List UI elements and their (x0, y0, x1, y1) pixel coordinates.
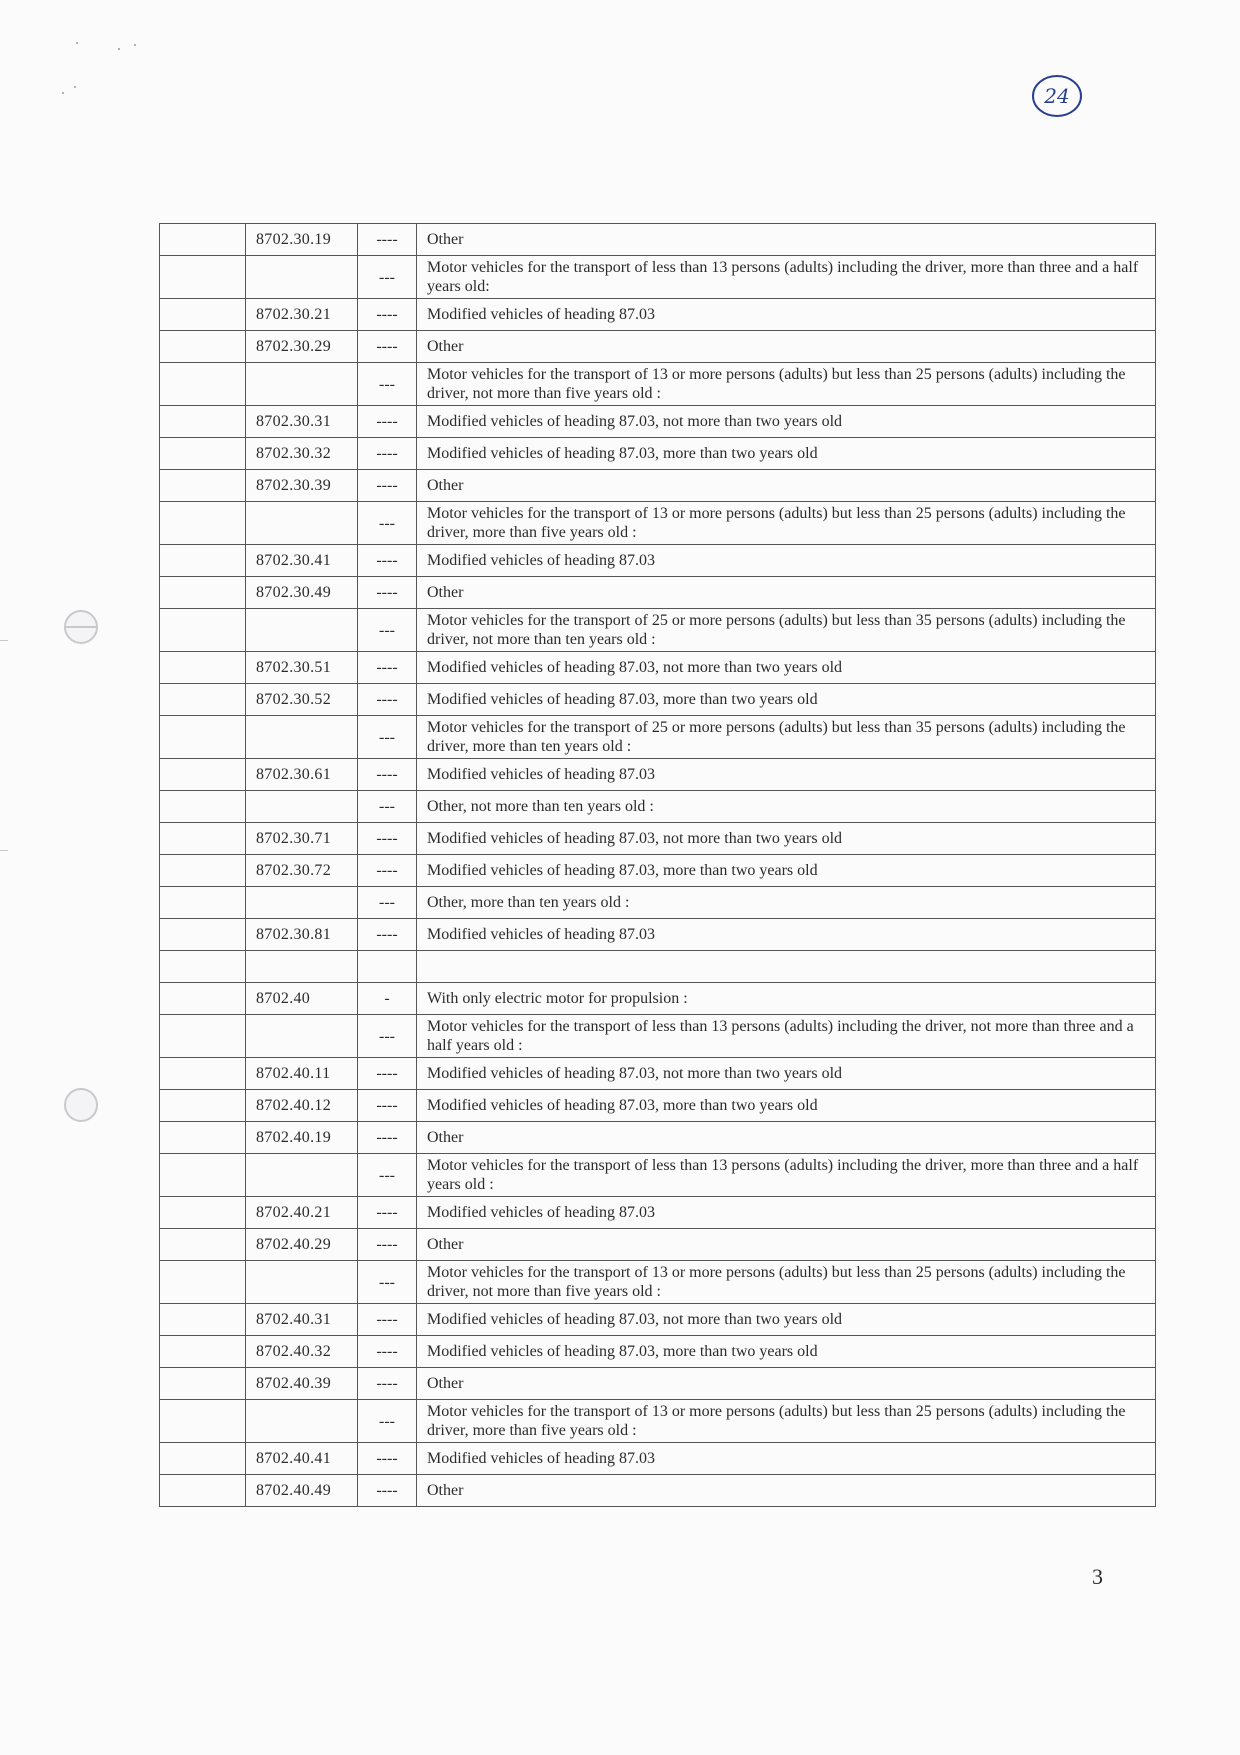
blank-cell (160, 1336, 246, 1368)
tariff-code-cell: 8702.40.31 (246, 1304, 358, 1336)
blank-cell (160, 1443, 246, 1475)
level-dash-cell: ---- (358, 684, 417, 716)
table-row (160, 1400, 1156, 1443)
tariff-code-cell: 8702.30.19 (246, 224, 358, 256)
table-row (160, 919, 1156, 951)
description-cell: Motor vehicles for the transport of 25 or more persons (adults) but less than 35 persons (adults) including the driver, more than ten years old : (417, 716, 1156, 759)
blank-cell (160, 577, 246, 609)
level-dash-cell: --- (358, 791, 417, 823)
level-dash-cell: ---- (358, 823, 417, 855)
table-row (160, 1090, 1156, 1122)
description-cell: Modified vehicles of heading 87.03, more than two years old (417, 855, 1156, 887)
blank-cell (160, 791, 246, 823)
table-row (160, 823, 1156, 855)
tariff-code-cell (246, 1015, 358, 1058)
description-cell: Motor vehicles for the transport of 13 or more persons (adults) but less than 25 persons (adults) including the driver, more than five years old : (417, 1400, 1156, 1443)
description-cell: Motor vehicles for the transport of 13 or more persons (adults) but less than 25 persons (adults) including the driver, not more than five years old : (417, 363, 1156, 406)
tariff-code-cell: 8702.30.41 (246, 545, 358, 577)
blank-cell (160, 1368, 246, 1400)
level-dash-cell: ---- (358, 1475, 417, 1507)
description-cell: Modified vehicles of heading 87.03, not more than two years old (417, 406, 1156, 438)
blank-cell (160, 1261, 246, 1304)
table-row (160, 1261, 1156, 1304)
description-cell: Other (417, 577, 1156, 609)
table-row (160, 406, 1156, 438)
tariff-code-cell: 8702.30.32 (246, 438, 358, 470)
level-dash-cell: --- (358, 716, 417, 759)
scan-speck (62, 92, 64, 94)
blank-cell (160, 1400, 246, 1443)
tariff-code-cell: 8702.30.31 (246, 406, 358, 438)
blank-cell (160, 919, 246, 951)
tariff-code-cell: 8702.30.52 (246, 684, 358, 716)
description-cell: Motor vehicles for the transport of less than 13 persons (adults) including the driver, more than three and a half years old : (417, 1154, 1156, 1197)
description-cell: Motor vehicles for the transport of 13 or more persons (adults) but less than 25 persons (adults) including the driver, more than five years old : (417, 502, 1156, 545)
description-cell: Modified vehicles of heading 87.03, more than two years old (417, 1336, 1156, 1368)
blank-cell (160, 545, 246, 577)
description-cell: Modified vehicles of heading 87.03 (417, 919, 1156, 951)
blank-cell (160, 716, 246, 759)
level-dash-cell: --- (358, 1400, 417, 1443)
table-row (160, 716, 1156, 759)
tariff-code-cell (246, 1400, 358, 1443)
table-row (160, 1154, 1156, 1197)
table-row (160, 1058, 1156, 1090)
description-cell: Other (417, 224, 1156, 256)
level-dash-cell: ---- (358, 919, 417, 951)
tariff-code-cell (246, 1154, 358, 1197)
blank-cell (160, 331, 246, 363)
level-dash-cell: ---- (358, 577, 417, 609)
blank-cell (160, 652, 246, 684)
blank-cell (160, 1304, 246, 1336)
tariff-code-cell: 8702.40.32 (246, 1336, 358, 1368)
description-cell: Motor vehicles for the transport of 25 or more persons (adults) but less than 35 persons (adults) including the driver, not more than ten years old : (417, 609, 1156, 652)
level-dash-cell: ---- (358, 224, 417, 256)
edge-mark (0, 850, 8, 851)
level-dash-cell: --- (358, 1261, 417, 1304)
blank-cell (160, 1197, 246, 1229)
tariff-code-cell: 8702.30.39 (246, 470, 358, 502)
blank-cell (160, 887, 246, 919)
tariff-code-cell (246, 256, 358, 299)
table-row (160, 951, 1156, 983)
tariff-code-cell: 8702.30.29 (246, 331, 358, 363)
blank-cell (160, 1122, 246, 1154)
description-cell: Motor vehicles for the transport of 13 or more persons (adults) but less than 25 persons (adults) including the driver, not more than five years old : (417, 1261, 1156, 1304)
description-cell (417, 951, 1156, 983)
tariff-code-cell: 8702.40.21 (246, 1197, 358, 1229)
tariff-code-cell: 8702.30.49 (246, 577, 358, 609)
table-row (160, 855, 1156, 887)
table-row (160, 759, 1156, 791)
handwritten-page-stamp (1030, 72, 1084, 120)
tariff-code-cell: 8702.40.41 (246, 1443, 358, 1475)
description-cell: With only electric motor for propulsion : (417, 983, 1156, 1015)
tariff-code-cell (246, 791, 358, 823)
description-cell: Other (417, 331, 1156, 363)
table-row (160, 983, 1156, 1015)
level-dash-cell: --- (358, 887, 417, 919)
blank-cell (160, 1154, 246, 1197)
tariff-code-cell: 8702.40.11 (246, 1058, 358, 1090)
tariff-code-cell: 8702.40.29 (246, 1229, 358, 1261)
blank-cell (160, 224, 246, 256)
table-row (160, 1368, 1156, 1400)
description-cell: Other (417, 470, 1156, 502)
level-dash-cell: ---- (358, 438, 417, 470)
scan-speck (74, 86, 76, 88)
level-dash-cell: ---- (358, 545, 417, 577)
blank-cell (160, 855, 246, 887)
table-row (160, 470, 1156, 502)
description-cell: Modified vehicles of heading 87.03, not more than two years old (417, 652, 1156, 684)
description-cell: Motor vehicles for the transport of less than 13 persons (adults) including the driver, not more than three and a half years old : (417, 1015, 1156, 1058)
description-cell: Modified vehicles of heading 87.03, more than two years old (417, 438, 1156, 470)
page-number: 3 (1092, 1564, 1103, 1589)
punch-hole-line (64, 626, 98, 628)
blank-cell (160, 299, 246, 331)
blank-cell (160, 951, 246, 983)
table-row (160, 1229, 1156, 1261)
tariff-code-cell: 8702.40.49 (246, 1475, 358, 1507)
tariff-code-cell: 8702.30.71 (246, 823, 358, 855)
blank-cell (160, 1475, 246, 1507)
level-dash-cell: ---- (358, 759, 417, 791)
tariff-table (159, 223, 1156, 1507)
blank-cell (160, 256, 246, 299)
description-cell: Modified vehicles of heading 87.03, not more than two years old (417, 1058, 1156, 1090)
tariff-code-cell: 8702.30.81 (246, 919, 358, 951)
tariff-code-cell: 8702.40 (246, 983, 358, 1015)
table-row (160, 438, 1156, 470)
table-row (160, 1304, 1156, 1336)
level-dash-cell: ---- (358, 470, 417, 502)
blank-cell (160, 438, 246, 470)
description-cell: Motor vehicles for the transport of less than 13 persons (adults) including the driver, more than three and a half years old: (417, 256, 1156, 299)
svg-text:24: 24 (1044, 84, 1070, 108)
level-dash-cell (358, 951, 417, 983)
table-row (160, 545, 1156, 577)
tariff-code-cell: 8702.30.21 (246, 299, 358, 331)
tariff-code-cell: 8702.30.61 (246, 759, 358, 791)
description-cell: Modified vehicles of heading 87.03, not more than two years old (417, 823, 1156, 855)
level-dash-cell: ---- (358, 855, 417, 887)
level-dash-cell: ---- (358, 1443, 417, 1475)
tariff-code-cell: 8702.30.51 (246, 652, 358, 684)
tariff-code-cell: 8702.40.39 (246, 1368, 358, 1400)
level-dash-cell: ---- (358, 299, 417, 331)
punch-hole (64, 1088, 98, 1122)
level-dash-cell: ---- (358, 1304, 417, 1336)
table-row (160, 791, 1156, 823)
tariff-code-cell (246, 502, 358, 545)
table-row (160, 1197, 1156, 1229)
scan-speck (118, 48, 120, 50)
table-row (160, 331, 1156, 363)
table-row (160, 609, 1156, 652)
description-cell: Modified vehicles of heading 87.03 (417, 1197, 1156, 1229)
level-dash-cell: ---- (358, 1368, 417, 1400)
blank-cell (160, 684, 246, 716)
blank-cell (160, 406, 246, 438)
table-row (160, 256, 1156, 299)
table-row (160, 577, 1156, 609)
blank-cell (160, 470, 246, 502)
level-dash-cell: ---- (358, 331, 417, 363)
level-dash-cell: --- (358, 256, 417, 299)
description-cell: Other, not more than ten years old : (417, 791, 1156, 823)
blank-cell (160, 983, 246, 1015)
table-row (160, 363, 1156, 406)
blank-cell (160, 609, 246, 652)
blank-cell (160, 1090, 246, 1122)
blank-cell (160, 363, 246, 406)
table-row (160, 502, 1156, 545)
level-dash-cell: --- (358, 363, 417, 406)
description-cell: Other (417, 1122, 1156, 1154)
level-dash-cell: ---- (358, 1122, 417, 1154)
description-cell: Modified vehicles of heading 87.03 (417, 299, 1156, 331)
level-dash-cell: ---- (358, 406, 417, 438)
description-cell: Other, more than ten years old : (417, 887, 1156, 919)
table-row (160, 1475, 1156, 1507)
level-dash-cell: ---- (358, 1090, 417, 1122)
description-cell: Modified vehicles of heading 87.03 (417, 545, 1156, 577)
table-row (160, 1443, 1156, 1475)
level-dash-cell: ---- (358, 1229, 417, 1261)
blank-cell (160, 1058, 246, 1090)
level-dash-cell: --- (358, 502, 417, 545)
description-cell: Other (417, 1229, 1156, 1261)
description-cell: Other (417, 1368, 1156, 1400)
level-dash-cell: --- (358, 609, 417, 652)
table-row (160, 224, 1156, 256)
level-dash-cell: --- (358, 1015, 417, 1058)
table-row (160, 299, 1156, 331)
level-dash-cell: - (358, 983, 417, 1015)
level-dash-cell: --- (358, 1154, 417, 1197)
description-cell: Modified vehicles of heading 87.03 (417, 1443, 1156, 1475)
level-dash-cell: ---- (358, 1336, 417, 1368)
table-row (160, 887, 1156, 919)
edge-mark (0, 640, 8, 641)
table-row (160, 1336, 1156, 1368)
blank-cell (160, 502, 246, 545)
scan-speck (76, 42, 78, 44)
description-cell: Modified vehicles of heading 87.03 (417, 759, 1156, 791)
tariff-code-cell (246, 609, 358, 652)
tariff-table-body (160, 224, 1156, 1507)
tariff-code-cell (246, 363, 358, 406)
table-row (160, 1015, 1156, 1058)
table-row (160, 652, 1156, 684)
description-cell: Other (417, 1475, 1156, 1507)
level-dash-cell: ---- (358, 652, 417, 684)
description-cell: Modified vehicles of heading 87.03, not more than two years old (417, 1304, 1156, 1336)
tariff-code-cell (246, 1261, 358, 1304)
level-dash-cell: ---- (358, 1058, 417, 1090)
tariff-code-cell (246, 951, 358, 983)
tariff-code-cell (246, 716, 358, 759)
tariff-code-cell (246, 887, 358, 919)
scan-speck (134, 44, 136, 46)
blank-cell (160, 1015, 246, 1058)
table-row (160, 1122, 1156, 1154)
tariff-code-cell: 8702.40.12 (246, 1090, 358, 1122)
level-dash-cell: ---- (358, 1197, 417, 1229)
description-cell: Modified vehicles of heading 87.03, more than two years old (417, 1090, 1156, 1122)
table-row (160, 684, 1156, 716)
blank-cell (160, 823, 246, 855)
tariff-code-cell: 8702.30.72 (246, 855, 358, 887)
blank-cell (160, 759, 246, 791)
tariff-code-cell: 8702.40.19 (246, 1122, 358, 1154)
blank-cell (160, 1229, 246, 1261)
description-cell: Modified vehicles of heading 87.03, more than two years old (417, 684, 1156, 716)
